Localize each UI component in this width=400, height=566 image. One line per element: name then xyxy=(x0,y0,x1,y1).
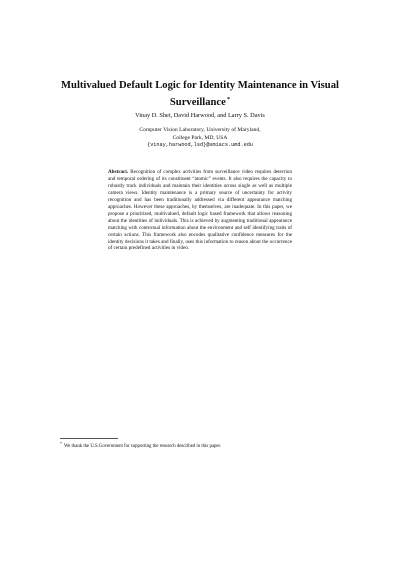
footnote-rule xyxy=(60,438,118,439)
footnote-marker: * xyxy=(60,441,62,446)
abstract-heading: Abstract. xyxy=(108,169,129,175)
affiliation xyxy=(60,127,340,150)
author-email: {vinay,harwood,lsd}@umiacs.umd.edu xyxy=(147,142,253,149)
author-list: Vinay D. Shet, David Harwood, and Larry S. Davis xyxy=(135,112,265,119)
footnote xyxy=(60,441,340,450)
title-text: Multivalued Default Logic for Identity Maintenance in Visual Surveillance xyxy=(61,80,339,108)
affiliation-line-2: College Park, MD, USA xyxy=(172,134,228,141)
affiliation-line-1: Computer Vision Laboratory, University of Maryland, xyxy=(139,127,261,133)
paper-title xyxy=(60,79,340,110)
abstract-body: Recognition of complex activities from surveillance video requires detection and temporal ordering of its constituent “atomic” events. It also requires the capacity to robustly track individuals and maintain their identities across single as well as multiple camera views. Identity maintenance is a primary source of uncertainty for activity recognition and has been traditionally addressed via different appearance matching approaches. However these approaches, by themselves, are inadequate. In this paper, we propose a prioritized, multivalued, default logic based framework that allows reasoning about the identities of individuals. This is achieved by augmenting traditional appearance matching with contextual information about the environment and self identifying traits of certain actions. This framework also encodes qualitative confidence measures for the identity decisions it takes and finally, uses this information to reason about the occurrence of certain predefined activities in video. xyxy=(108,169,292,252)
footnote-text: We thank the U.S.Government for supporting the research described in this paper. xyxy=(64,444,222,449)
title-footnote-marker: * xyxy=(226,96,231,103)
abstract xyxy=(108,169,292,252)
